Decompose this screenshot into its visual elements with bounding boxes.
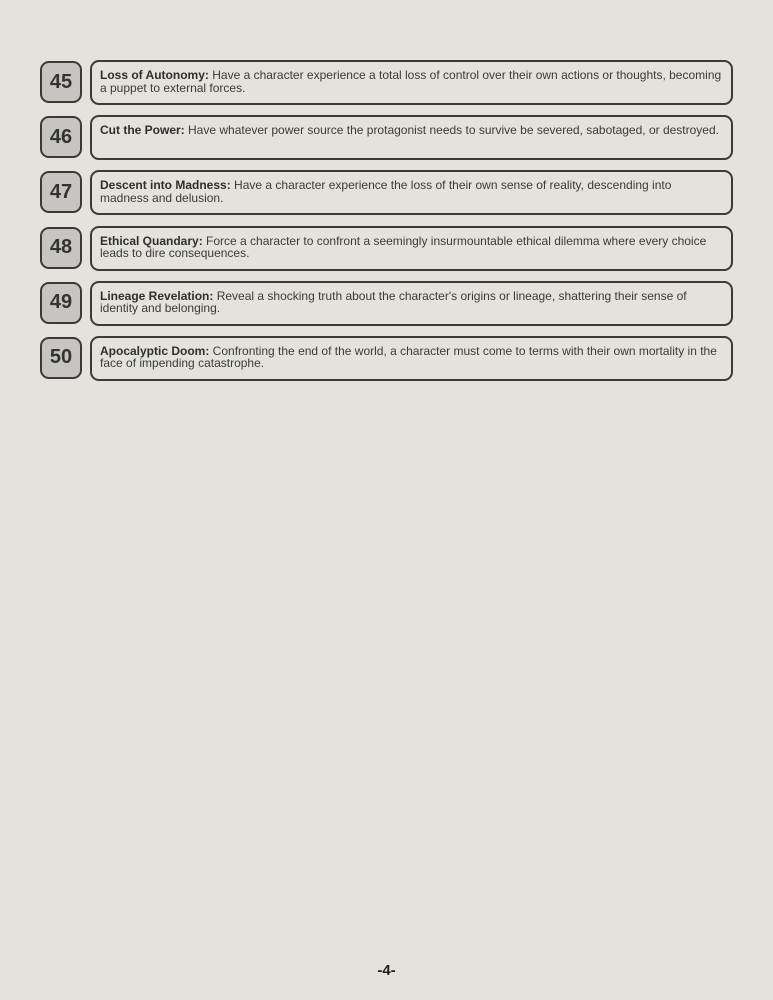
item-description [90,281,733,326]
list-item [40,170,733,215]
list-item [40,60,733,105]
item-title: Loss of Autonomy: [100,68,209,82]
item-title: Cut the Power: [100,123,185,138]
item-text: Have whatever power source the protagonist needs to survive be severed, sabotaged, or destroyed. [184,123,719,138]
item-text: Have a character experience the loss of their own sense of reality, descending into madness and delusion. [100,178,672,205]
item-text: Have a character experience a total loss of control over their own actions or thoughts, becoming a puppet to external forces. [100,68,722,95]
list-item [40,281,733,326]
item-description [90,60,733,105]
item-number: 47 [40,171,82,213]
item-title: Lineage Revelation: [100,288,214,303]
item-description [90,170,733,215]
list-item [40,115,733,160]
item-description [90,115,733,160]
item-title: Descent into Madness: [100,178,231,193]
item-title: Ethical Quandary: [100,233,203,248]
item-description [90,336,733,381]
list-item [40,226,733,271]
item-text: Force a character to confront a seemingly insurmountable ethical dilemma where every choice leads to dire consequences. [100,233,707,261]
prompt-list [40,60,733,391]
page-number: -4- [377,962,396,979]
item-number: 45 [40,61,82,103]
item-title: Apocalyptic Doom: [100,343,210,358]
item-number: 46 [40,116,82,158]
item-text: Confronting the end of the world, a character must come to terms with their own mortality in the face of impending catastrophe. [100,343,717,371]
item-number: 50 [40,337,82,379]
item-number: 49 [40,282,82,324]
list-item [40,336,733,381]
item-text: Reveal a shocking truth about the character's origins or lineage, shattering their sense of identity and belonging. [100,288,687,316]
item-description [90,226,733,271]
item-number: 48 [40,227,82,269]
